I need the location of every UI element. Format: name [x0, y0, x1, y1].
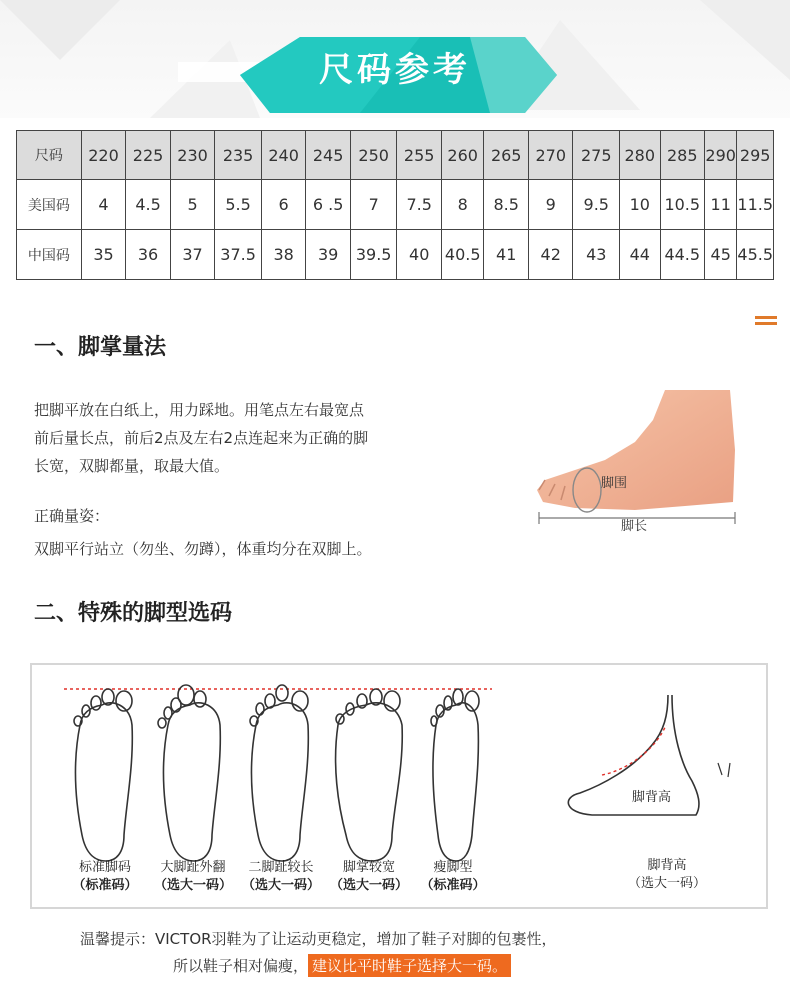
- table-cell: 6: [261, 180, 306, 230]
- foot-type-label: [236, 859, 326, 895]
- table-cell: 45.5: [737, 230, 774, 280]
- header-cell: 235: [215, 131, 262, 180]
- table-cell: 8: [441, 180, 484, 230]
- header-cell: 280: [620, 131, 660, 180]
- foot-type-name: 脚背高: [647, 858, 687, 873]
- table-cell: 39.5: [350, 230, 397, 280]
- table-cell: 11.5: [737, 180, 774, 230]
- foot-type-advice: （标准码）: [72, 878, 138, 893]
- instep-diagram-label: 脚背高: [632, 790, 672, 805]
- length-label: 脚长: [621, 519, 648, 534]
- girth-label: 脚围: [601, 476, 628, 491]
- foot-measure-diagram: [535, 390, 740, 540]
- header-cell: 240: [261, 131, 306, 180]
- foot-slim-icon: [431, 689, 479, 861]
- table-cell: 45: [705, 230, 737, 280]
- foot-type-advice: （选大一码）: [627, 876, 706, 891]
- row-label: 中国码: [17, 230, 82, 280]
- table-row-cn: [17, 230, 774, 280]
- table-cell: 7: [350, 180, 397, 230]
- foot-type-label: [612, 857, 722, 893]
- header-cell: 275: [573, 131, 620, 180]
- table-cell: 43: [573, 230, 620, 280]
- table-cell: 11: [705, 180, 737, 230]
- table-cell: 40: [397, 230, 442, 280]
- foot-wide-icon: [336, 689, 403, 861]
- header-cell: 285: [660, 131, 705, 180]
- banner: [0, 0, 790, 118]
- banner-title: 尺码参考: [319, 50, 471, 90]
- header-cell: 295: [737, 131, 774, 180]
- header-cell: 尺码: [17, 131, 82, 180]
- foot-type-name: 瘦脚型: [433, 860, 473, 875]
- table-cell: 42: [528, 230, 573, 280]
- foot-type-advice: （标准码）: [420, 878, 486, 893]
- size-table: [16, 130, 774, 280]
- table-cell: 44.5: [660, 230, 705, 280]
- foot-type-name: 大脚趾外翻: [160, 860, 226, 875]
- header-cell: 225: [126, 131, 171, 180]
- header-cell: 265: [484, 131, 529, 180]
- tip-highlight: 建议比平时鞋子选择大一码。: [308, 954, 511, 977]
- table-cell: 36: [126, 230, 171, 280]
- tip-line2-text: 所以鞋子相对偏瘦，: [173, 957, 309, 975]
- tip-line1: 温馨提示：VICTOR羽鞋为了让运动更稳定，增加了鞋子对脚的包裹性，: [80, 930, 557, 948]
- menu-icon[interactable]: [755, 316, 777, 328]
- table-cell: 7.5: [397, 180, 442, 230]
- header-cell: 250: [350, 131, 397, 180]
- foot-type-label: [408, 859, 498, 895]
- table-cell: 38: [261, 230, 306, 280]
- table-cell: 5.5: [215, 180, 262, 230]
- tip-line2: [173, 954, 511, 977]
- foot-type-name: 二脚趾较长: [248, 860, 314, 875]
- header-cell: 290: [705, 131, 737, 180]
- foot-type-advice: （选大一码）: [329, 878, 408, 893]
- table-cell: 4.5: [126, 180, 171, 230]
- section1-title: 一、脚掌量法: [34, 335, 167, 360]
- foot-bunion-icon: [158, 685, 220, 861]
- text-line: 把脚平放在白纸上，用力踩地。用笔点左右最宽点: [34, 401, 365, 419]
- foot-type-advice: （选大一码）: [241, 878, 320, 893]
- posture-label: 正确量姿：: [34, 507, 110, 525]
- foot-type-advice: （选大一码）: [153, 878, 232, 893]
- text-line: 前后量长点，前后2点及左右2点连起来为正确的脚: [34, 429, 369, 447]
- header-cell: 245: [306, 131, 351, 180]
- table-cell: 35: [81, 230, 126, 280]
- table-cell: 39: [306, 230, 351, 280]
- table-cell: 37: [170, 230, 215, 280]
- foot-type-label: [60, 859, 150, 895]
- table-cell: 5: [170, 180, 215, 230]
- table-cell: 37.5: [215, 230, 262, 280]
- text-line: 长宽，双脚都量，取最大值。: [34, 457, 230, 475]
- foot-long-second-toe-icon: [250, 685, 308, 861]
- table-cell: 41: [484, 230, 529, 280]
- foot-type-name: 标准脚码: [78, 860, 131, 875]
- foot-standard-icon: [74, 689, 132, 861]
- header-cell: 220: [81, 131, 126, 180]
- table-cell: 9.5: [573, 180, 620, 230]
- table-cell: 9: [528, 180, 573, 230]
- table-cell: 8.5: [484, 180, 529, 230]
- header-cell: 270: [528, 131, 573, 180]
- table-cell: 40.5: [441, 230, 484, 280]
- foot-types-box: [30, 663, 768, 909]
- header-cell: 255: [397, 131, 442, 180]
- table-row-us: [17, 180, 774, 230]
- foot-type-label: [324, 859, 414, 895]
- table-cell: 10: [620, 180, 660, 230]
- foot-type-label: [148, 859, 238, 895]
- header-cell: 230: [170, 131, 215, 180]
- size-table-header-row: [17, 131, 774, 180]
- section2-title: 二、特殊的脚型选码: [34, 601, 233, 626]
- foot-type-name: 脚掌较宽: [342, 860, 395, 875]
- table-cell: 4: [81, 180, 126, 230]
- table-cell: 44: [620, 230, 660, 280]
- header-cell: 260: [441, 131, 484, 180]
- table-cell: 6 .5: [306, 180, 351, 230]
- posture-text: 双脚平行站立（勿坐、勿蹲），体重均分在双脚上。: [34, 540, 372, 558]
- section1-text: [34, 396, 368, 480]
- row-label: 美国码: [17, 180, 82, 230]
- table-cell: 10.5: [660, 180, 705, 230]
